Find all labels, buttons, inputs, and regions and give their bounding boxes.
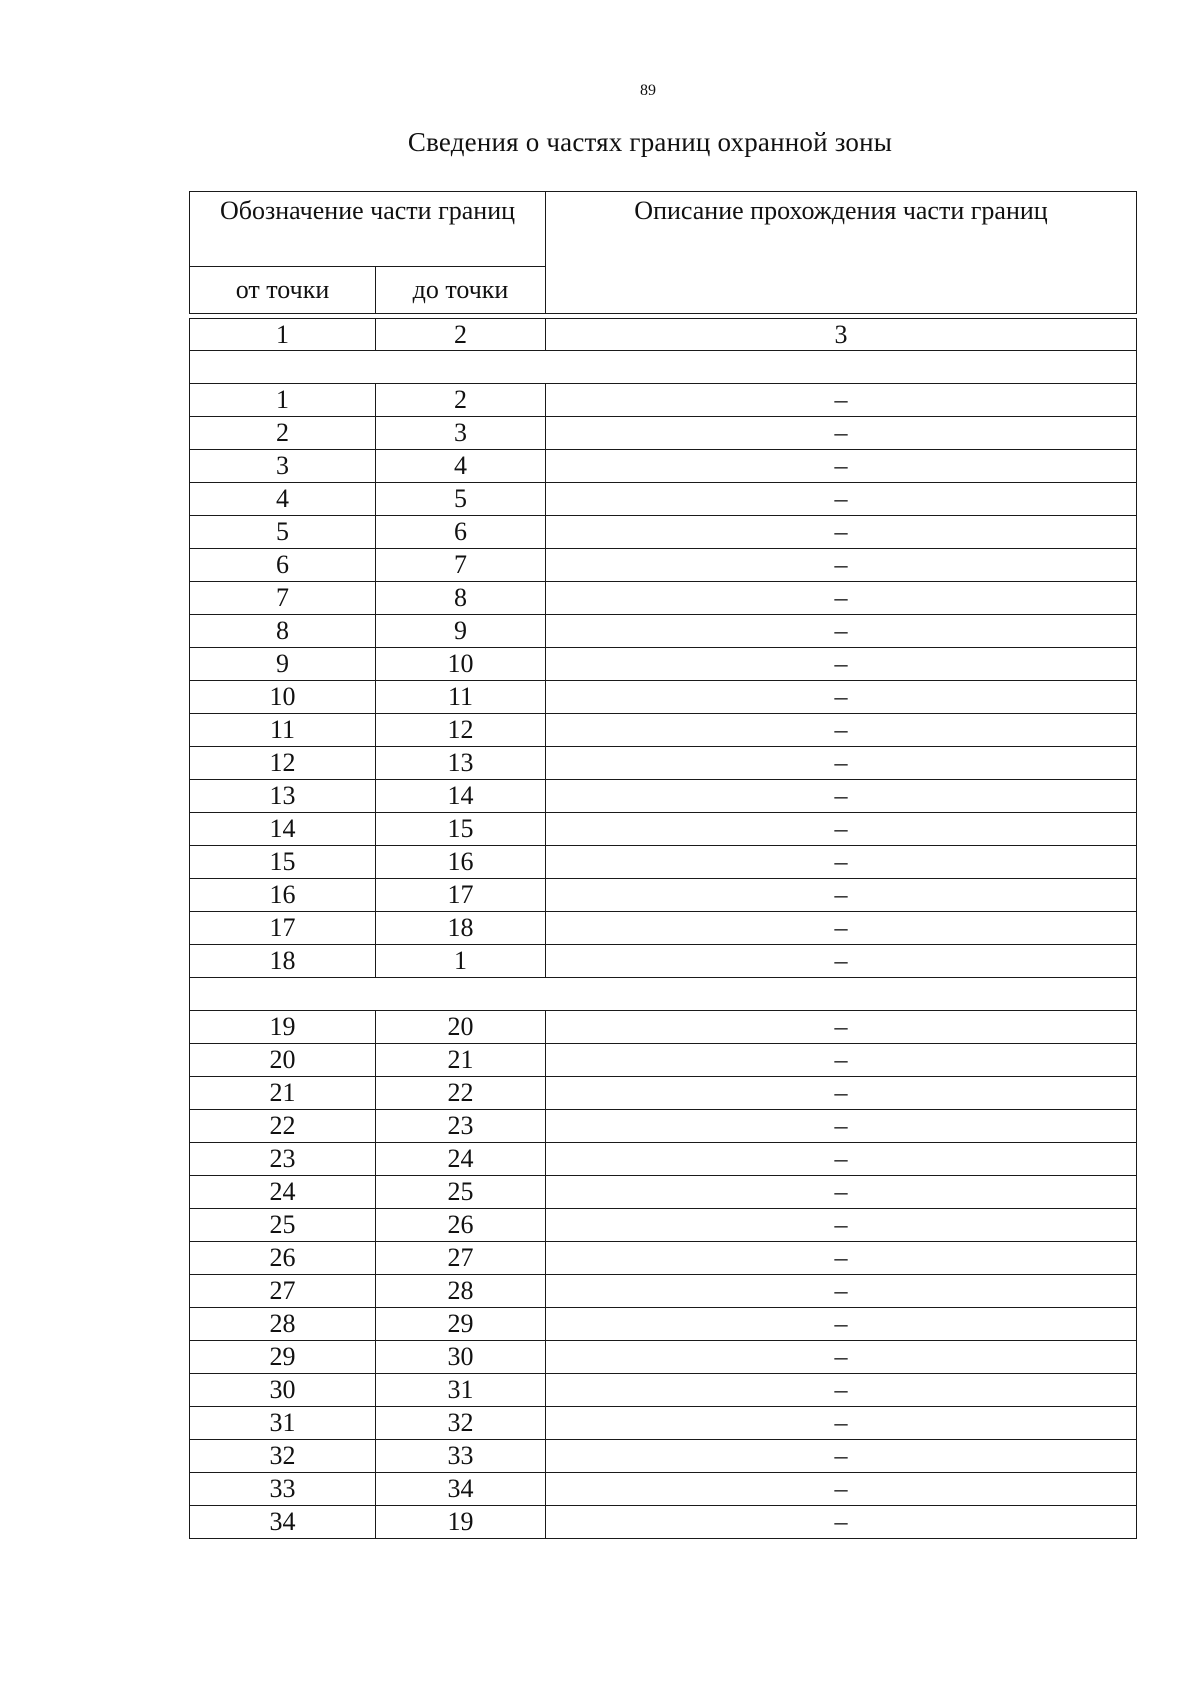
to-point-cell: 10 <box>376 648 546 681</box>
column-number: 3 <box>546 319 1137 351</box>
table-row <box>190 1440 1137 1473</box>
table-row <box>190 780 1137 813</box>
to-point-cell: 24 <box>376 1143 546 1176</box>
from-point-cell: 18 <box>190 945 376 978</box>
section-label <box>190 351 1137 384</box>
table-row <box>190 615 1137 648</box>
to-point-cell: 34 <box>376 1473 546 1506</box>
from-point-cell: 13 <box>190 780 376 813</box>
table-row <box>190 1110 1137 1143</box>
table-row <box>190 417 1137 450</box>
table-row <box>190 1407 1137 1440</box>
column-number: 2 <box>376 319 546 351</box>
description-cell: – <box>546 1110 1137 1143</box>
from-point-cell: 15 <box>190 846 376 879</box>
to-point-cell: 3 <box>376 417 546 450</box>
to-point-cell: 30 <box>376 1341 546 1374</box>
table-row <box>190 384 1137 417</box>
to-point-cell: 9 <box>376 615 546 648</box>
from-point-cell: 16 <box>190 879 376 912</box>
to-point-cell: 2 <box>376 384 546 417</box>
to-point-cell: 26 <box>376 1209 546 1242</box>
to-point-cell: 16 <box>376 846 546 879</box>
table-row <box>190 846 1137 879</box>
from-point-cell: 20 <box>190 1044 376 1077</box>
to-point-cell: 13 <box>376 747 546 780</box>
table-row <box>190 1308 1137 1341</box>
to-point-cell: 5 <box>376 483 546 516</box>
table-row <box>190 1209 1137 1242</box>
from-point-cell: 11 <box>190 714 376 747</box>
from-point-cell: 19 <box>190 1011 376 1044</box>
to-point-cell: 23 <box>376 1110 546 1143</box>
description-cell: – <box>546 549 1137 582</box>
description-cell: – <box>546 1473 1137 1506</box>
to-point-cell: 8 <box>376 582 546 615</box>
description-cell: – <box>546 1275 1137 1308</box>
table-row <box>190 1341 1137 1374</box>
from-point-cell: 4 <box>190 483 376 516</box>
from-point-cell: 31 <box>190 1407 376 1440</box>
description-cell: – <box>546 384 1137 417</box>
from-point-cell: 24 <box>190 1176 376 1209</box>
description-cell: – <box>546 1044 1137 1077</box>
description-cell: – <box>546 912 1137 945</box>
table-row <box>190 945 1137 978</box>
description-cell: – <box>546 714 1137 747</box>
from-point-cell: 25 <box>190 1209 376 1242</box>
from-point-cell: 28 <box>190 1308 376 1341</box>
from-point-cell: 3 <box>190 450 376 483</box>
description-cell: – <box>546 1077 1137 1110</box>
to-point-cell: 1 <box>376 945 546 978</box>
from-point-cell: 10 <box>190 681 376 714</box>
description-cell: – <box>546 582 1137 615</box>
table-row <box>190 912 1137 945</box>
description-cell: – <box>546 1341 1137 1374</box>
description-cell: – <box>546 1242 1137 1275</box>
description-cell: – <box>546 681 1137 714</box>
from-point-cell: 1 <box>190 384 376 417</box>
section-label <box>190 978 1137 1011</box>
page-number: 89 <box>640 82 656 99</box>
column-number: 1 <box>190 319 376 351</box>
from-point-cell: 32 <box>190 1440 376 1473</box>
from-point-cell: 23 <box>190 1143 376 1176</box>
from-point-cell: 17 <box>190 912 376 945</box>
from-point-cell: 22 <box>190 1110 376 1143</box>
description-cell: – <box>546 813 1137 846</box>
from-point-cell: 5 <box>190 516 376 549</box>
section-row <box>190 978 1137 1011</box>
from-point-cell: 21 <box>190 1077 376 1110</box>
table-row <box>190 714 1137 747</box>
from-point-cell: 12 <box>190 747 376 780</box>
description-cell: – <box>546 1308 1137 1341</box>
table-row <box>190 1374 1137 1407</box>
from-point-cell: 30 <box>190 1374 376 1407</box>
from-point-cell: 7 <box>190 582 376 615</box>
description-cell: – <box>546 1011 1137 1044</box>
to-point-cell: 12 <box>376 714 546 747</box>
table-row <box>190 1275 1137 1308</box>
table-row <box>190 681 1137 714</box>
table-row <box>190 1044 1137 1077</box>
description-cell: – <box>546 747 1137 780</box>
table-header-row <box>190 192 1137 267</box>
from-point-cell: 9 <box>190 648 376 681</box>
from-point-cell: 27 <box>190 1275 376 1308</box>
to-point-cell: 7 <box>376 549 546 582</box>
to-point-cell: 11 <box>376 681 546 714</box>
description-cell: – <box>546 450 1137 483</box>
table-row <box>190 516 1137 549</box>
to-point-cell: 33 <box>376 1440 546 1473</box>
table-row <box>190 1473 1137 1506</box>
to-point-cell: 28 <box>376 1275 546 1308</box>
from-point-cell: 29 <box>190 1341 376 1374</box>
from-point-cell: 26 <box>190 1242 376 1275</box>
description-cell: – <box>546 1143 1137 1176</box>
from-point-cell: 33 <box>190 1473 376 1506</box>
description-cell: – <box>546 1407 1137 1440</box>
table-row <box>190 1077 1137 1110</box>
header-description: Описание прохождения части границ <box>546 192 1137 314</box>
section-row <box>190 351 1137 384</box>
document-title: Сведения о частях границ охранной зоны <box>407 127 893 157</box>
description-cell: – <box>546 1209 1137 1242</box>
to-point-cell: 6 <box>376 516 546 549</box>
table-row <box>190 1176 1137 1209</box>
table-row <box>190 747 1137 780</box>
description-cell: – <box>546 417 1137 450</box>
to-point-cell: 31 <box>376 1374 546 1407</box>
to-point-cell: 21 <box>376 1044 546 1077</box>
column-number-row <box>190 319 1137 351</box>
description-cell: – <box>546 879 1137 912</box>
to-point-cell: 25 <box>376 1176 546 1209</box>
to-point-cell: 19 <box>376 1506 546 1539</box>
table-row <box>190 1143 1137 1176</box>
description-cell: – <box>546 780 1137 813</box>
from-point-cell: 8 <box>190 615 376 648</box>
table-row <box>190 879 1137 912</box>
to-point-cell: 22 <box>376 1077 546 1110</box>
to-point-cell: 29 <box>376 1308 546 1341</box>
from-point-cell: 34 <box>190 1506 376 1539</box>
to-point-cell: 15 <box>376 813 546 846</box>
from-point-cell: 2 <box>190 417 376 450</box>
description-cell: – <box>546 615 1137 648</box>
from-point-cell: 6 <box>190 549 376 582</box>
header-from-point: от точки <box>190 267 376 314</box>
description-cell: – <box>546 945 1137 978</box>
table-row <box>190 813 1137 846</box>
description-cell: – <box>546 1374 1137 1407</box>
description-cell: – <box>546 1176 1137 1209</box>
description-cell: – <box>546 1440 1137 1473</box>
boundary-parts-table <box>189 191 1137 1539</box>
description-cell: – <box>546 846 1137 879</box>
description-cell: – <box>546 483 1137 516</box>
to-point-cell: 20 <box>376 1011 546 1044</box>
to-point-cell: 17 <box>376 879 546 912</box>
table-row <box>190 450 1137 483</box>
description-cell: – <box>546 1506 1137 1539</box>
to-point-cell: 27 <box>376 1242 546 1275</box>
table-row <box>190 648 1137 681</box>
table-row <box>190 483 1137 516</box>
table-row <box>190 1506 1137 1539</box>
table-row <box>190 582 1137 615</box>
table-row <box>190 549 1137 582</box>
to-point-cell: 32 <box>376 1407 546 1440</box>
to-point-cell: 18 <box>376 912 546 945</box>
description-cell: – <box>546 516 1137 549</box>
table-row <box>190 1242 1137 1275</box>
header-boundary-designation: Обозначение части границ <box>190 192 546 267</box>
header-to-point: до точки <box>376 267 546 314</box>
to-point-cell: 14 <box>376 780 546 813</box>
description-cell: – <box>546 648 1137 681</box>
from-point-cell: 14 <box>190 813 376 846</box>
to-point-cell: 4 <box>376 450 546 483</box>
table-row <box>190 1011 1137 1044</box>
